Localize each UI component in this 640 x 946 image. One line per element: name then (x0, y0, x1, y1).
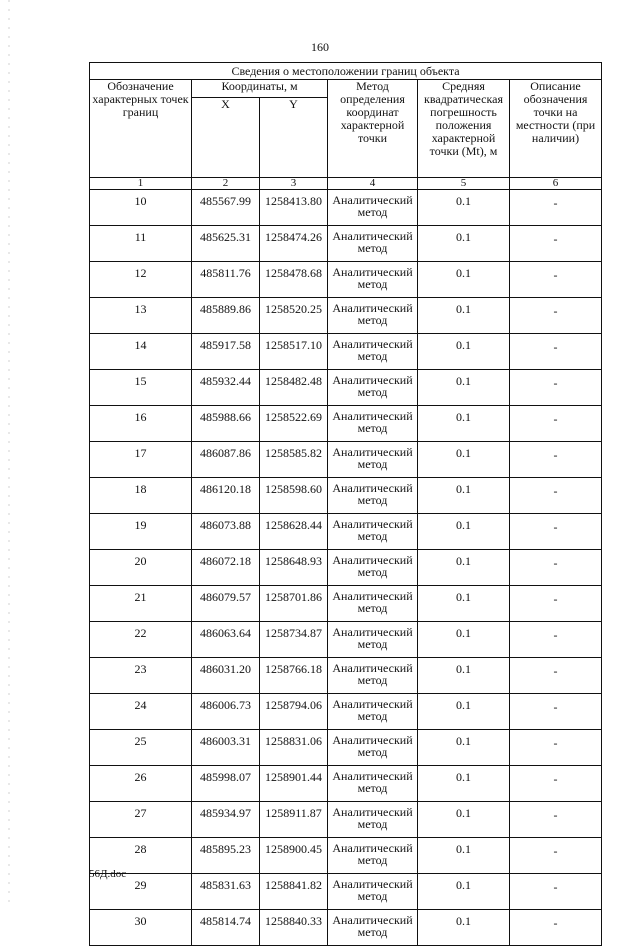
cell-error: 0.1 (418, 334, 510, 370)
cell-point: 20 (90, 550, 192, 586)
cell-description: - (510, 838, 602, 874)
cell-description: - (510, 370, 602, 406)
column-number: 4 (328, 178, 418, 190)
cell-y: 1258478.68 (260, 262, 328, 298)
cell-x: 486073.88 (192, 514, 260, 550)
cell-error: 0.1 (418, 622, 510, 658)
cell-error: 0.1 (418, 550, 510, 586)
cell-point: 28 (90, 838, 192, 874)
cell-description: - (510, 514, 602, 550)
cell-y: 1258648.93 (260, 550, 328, 586)
cell-description: - (510, 586, 602, 622)
cell-method: Аналитический метод (328, 874, 418, 910)
cell-x: 486120.18 (192, 478, 260, 514)
cell-error: 0.1 (418, 586, 510, 622)
cell-point: 13 (90, 298, 192, 334)
table-row (90, 586, 602, 622)
cell-description: - (510, 910, 602, 946)
cell-description: - (510, 298, 602, 334)
cell-y: 1258831.06 (260, 730, 328, 766)
cell-description: - (510, 262, 602, 298)
table-row (90, 226, 602, 262)
cell-x: 485831.63 (192, 874, 260, 910)
cell-description: - (510, 730, 602, 766)
cell-method: Аналитический метод (328, 442, 418, 478)
cell-y: 1258598.60 (260, 478, 328, 514)
cell-error: 0.1 (418, 910, 510, 946)
cell-x: 485811.76 (192, 262, 260, 298)
cell-y: 1258701.86 (260, 586, 328, 622)
cell-description: - (510, 622, 602, 658)
table-row (90, 370, 602, 406)
cell-point: 18 (90, 478, 192, 514)
cell-y: 1258585.82 (260, 442, 328, 478)
footer-filename: 56Д.doc (89, 868, 127, 880)
cell-point: 24 (90, 694, 192, 730)
table-row (90, 766, 602, 802)
cell-point: 25 (90, 730, 192, 766)
cell-error: 0.1 (418, 730, 510, 766)
column-number: 6 (510, 178, 602, 190)
cell-error: 0.1 (418, 190, 510, 226)
cell-method: Аналитический метод (328, 370, 418, 406)
cell-y: 1258413.80 (260, 190, 328, 226)
cell-method: Аналитический метод (328, 622, 418, 658)
cell-method: Аналитический метод (328, 514, 418, 550)
table-row (90, 730, 602, 766)
cell-error: 0.1 (418, 694, 510, 730)
scan-artifact-dots (8, 0, 10, 905)
cell-description: - (510, 550, 602, 586)
table-row (90, 838, 602, 874)
table-row (90, 694, 602, 730)
cell-method: Аналитический метод (328, 586, 418, 622)
cell-y: 1258794.06 (260, 694, 328, 730)
cell-x: 486063.64 (192, 622, 260, 658)
cell-method: Аналитический метод (328, 658, 418, 694)
cell-description: - (510, 658, 602, 694)
cell-method: Аналитический метод (328, 334, 418, 370)
cell-error: 0.1 (418, 874, 510, 910)
cell-description: - (510, 442, 602, 478)
cell-description: - (510, 802, 602, 838)
cell-x: 485814.74 (192, 910, 260, 946)
cell-error: 0.1 (418, 442, 510, 478)
table-row (90, 442, 602, 478)
cell-method: Аналитический метод (328, 802, 418, 838)
cell-method: Аналитический метод (328, 226, 418, 262)
column-number: 2 (192, 178, 260, 190)
table-title: Сведения о местоположении границ объекта (90, 63, 602, 80)
cell-point: 22 (90, 622, 192, 658)
cell-x: 485934.97 (192, 802, 260, 838)
cell-method: Аналитический метод (328, 838, 418, 874)
cell-x: 485998.07 (192, 766, 260, 802)
header-x: X (192, 98, 260, 178)
boundary-coordinates-table (89, 62, 602, 946)
cell-y: 1258522.69 (260, 406, 328, 442)
cell-x: 485567.99 (192, 190, 260, 226)
cell-error: 0.1 (418, 226, 510, 262)
cell-error: 0.1 (418, 262, 510, 298)
cell-x: 486003.31 (192, 730, 260, 766)
cell-point: 19 (90, 514, 192, 550)
column-number: 3 (260, 178, 328, 190)
header-coordinates: Координаты, м (192, 80, 328, 98)
cell-y: 1258766.18 (260, 658, 328, 694)
table-row (90, 802, 602, 838)
table-row (90, 550, 602, 586)
cell-point: 15 (90, 370, 192, 406)
cell-error: 0.1 (418, 406, 510, 442)
table-row (90, 406, 602, 442)
cell-y: 1258911.87 (260, 802, 328, 838)
cell-error: 0.1 (418, 802, 510, 838)
cell-description: - (510, 226, 602, 262)
cell-error: 0.1 (418, 478, 510, 514)
cell-x: 485917.58 (192, 334, 260, 370)
cell-method: Аналитический метод (328, 694, 418, 730)
table-row (90, 478, 602, 514)
header-description: Описание обозначения точки на местности (при наличии) (510, 80, 602, 178)
cell-method: Аналитический метод (328, 262, 418, 298)
cell-x: 486087.86 (192, 442, 260, 478)
cell-x: 485889.86 (192, 298, 260, 334)
cell-x: 485625.31 (192, 226, 260, 262)
cell-description: - (510, 766, 602, 802)
cell-description: - (510, 406, 602, 442)
cell-point: 14 (90, 334, 192, 370)
cell-y: 1258517.10 (260, 334, 328, 370)
cell-y: 1258900.45 (260, 838, 328, 874)
cell-error: 0.1 (418, 370, 510, 406)
table-row (90, 874, 602, 910)
cell-x: 486031.20 (192, 658, 260, 694)
cell-description: - (510, 874, 602, 910)
cell-point: 17 (90, 442, 192, 478)
cell-y: 1258628.44 (260, 514, 328, 550)
cell-point: 11 (90, 226, 192, 262)
cell-description: - (510, 190, 602, 226)
cell-error: 0.1 (418, 766, 510, 802)
table-row (90, 658, 602, 694)
table-row (90, 514, 602, 550)
cell-description: - (510, 334, 602, 370)
cell-method: Аналитический метод (328, 478, 418, 514)
header-point: Обозначение характерных точек границ (90, 80, 192, 178)
cell-point: 26 (90, 766, 192, 802)
cell-description: - (510, 478, 602, 514)
cell-method: Аналитический метод (328, 550, 418, 586)
cell-point: 30 (90, 910, 192, 946)
cell-x: 486006.73 (192, 694, 260, 730)
cell-point: 16 (90, 406, 192, 442)
cell-description: - (510, 694, 602, 730)
table-body (90, 190, 602, 946)
cell-y: 1258474.26 (260, 226, 328, 262)
table-row (90, 298, 602, 334)
cell-method: Аналитический метод (328, 766, 418, 802)
table-row (90, 622, 602, 658)
cell-error: 0.1 (418, 514, 510, 550)
cell-point: 21 (90, 586, 192, 622)
cell-method: Аналитический метод (328, 298, 418, 334)
cell-x: 485895.23 (192, 838, 260, 874)
cell-y: 1258901.44 (260, 766, 328, 802)
table-row (90, 910, 602, 946)
cell-x: 485932.44 (192, 370, 260, 406)
cell-x: 486079.57 (192, 586, 260, 622)
header-method: Метод определения координат характерной точки (328, 80, 418, 178)
cell-error: 0.1 (418, 298, 510, 334)
header-y: Y (260, 98, 328, 178)
cell-point: 29 (90, 874, 192, 910)
cell-x: 485988.66 (192, 406, 260, 442)
column-number: 1 (90, 178, 192, 190)
cell-y: 1258840.33 (260, 910, 328, 946)
column-number: 5 (418, 178, 510, 190)
cell-y: 1258841.82 (260, 874, 328, 910)
table-row (90, 262, 602, 298)
cell-point: 10 (90, 190, 192, 226)
cell-method: Аналитический метод (328, 406, 418, 442)
cell-y: 1258482.48 (260, 370, 328, 406)
table-row (90, 190, 602, 226)
cell-method: Аналитический метод (328, 730, 418, 766)
cell-point: 12 (90, 262, 192, 298)
column-number-row (90, 178, 602, 190)
cell-error: 0.1 (418, 838, 510, 874)
table-row (90, 334, 602, 370)
cell-y: 1258520.25 (260, 298, 328, 334)
cell-method: Аналитический метод (328, 910, 418, 946)
header-error: Средняя квадратическая погрешность положения характерной точки (Mt), м (418, 80, 510, 178)
cell-error: 0.1 (418, 658, 510, 694)
cell-y: 1258734.87 (260, 622, 328, 658)
cell-x: 486072.18 (192, 550, 260, 586)
cell-point: 27 (90, 802, 192, 838)
cell-method: Аналитический метод (328, 190, 418, 226)
cell-point: 23 (90, 658, 192, 694)
page-number: 160 (311, 40, 329, 54)
